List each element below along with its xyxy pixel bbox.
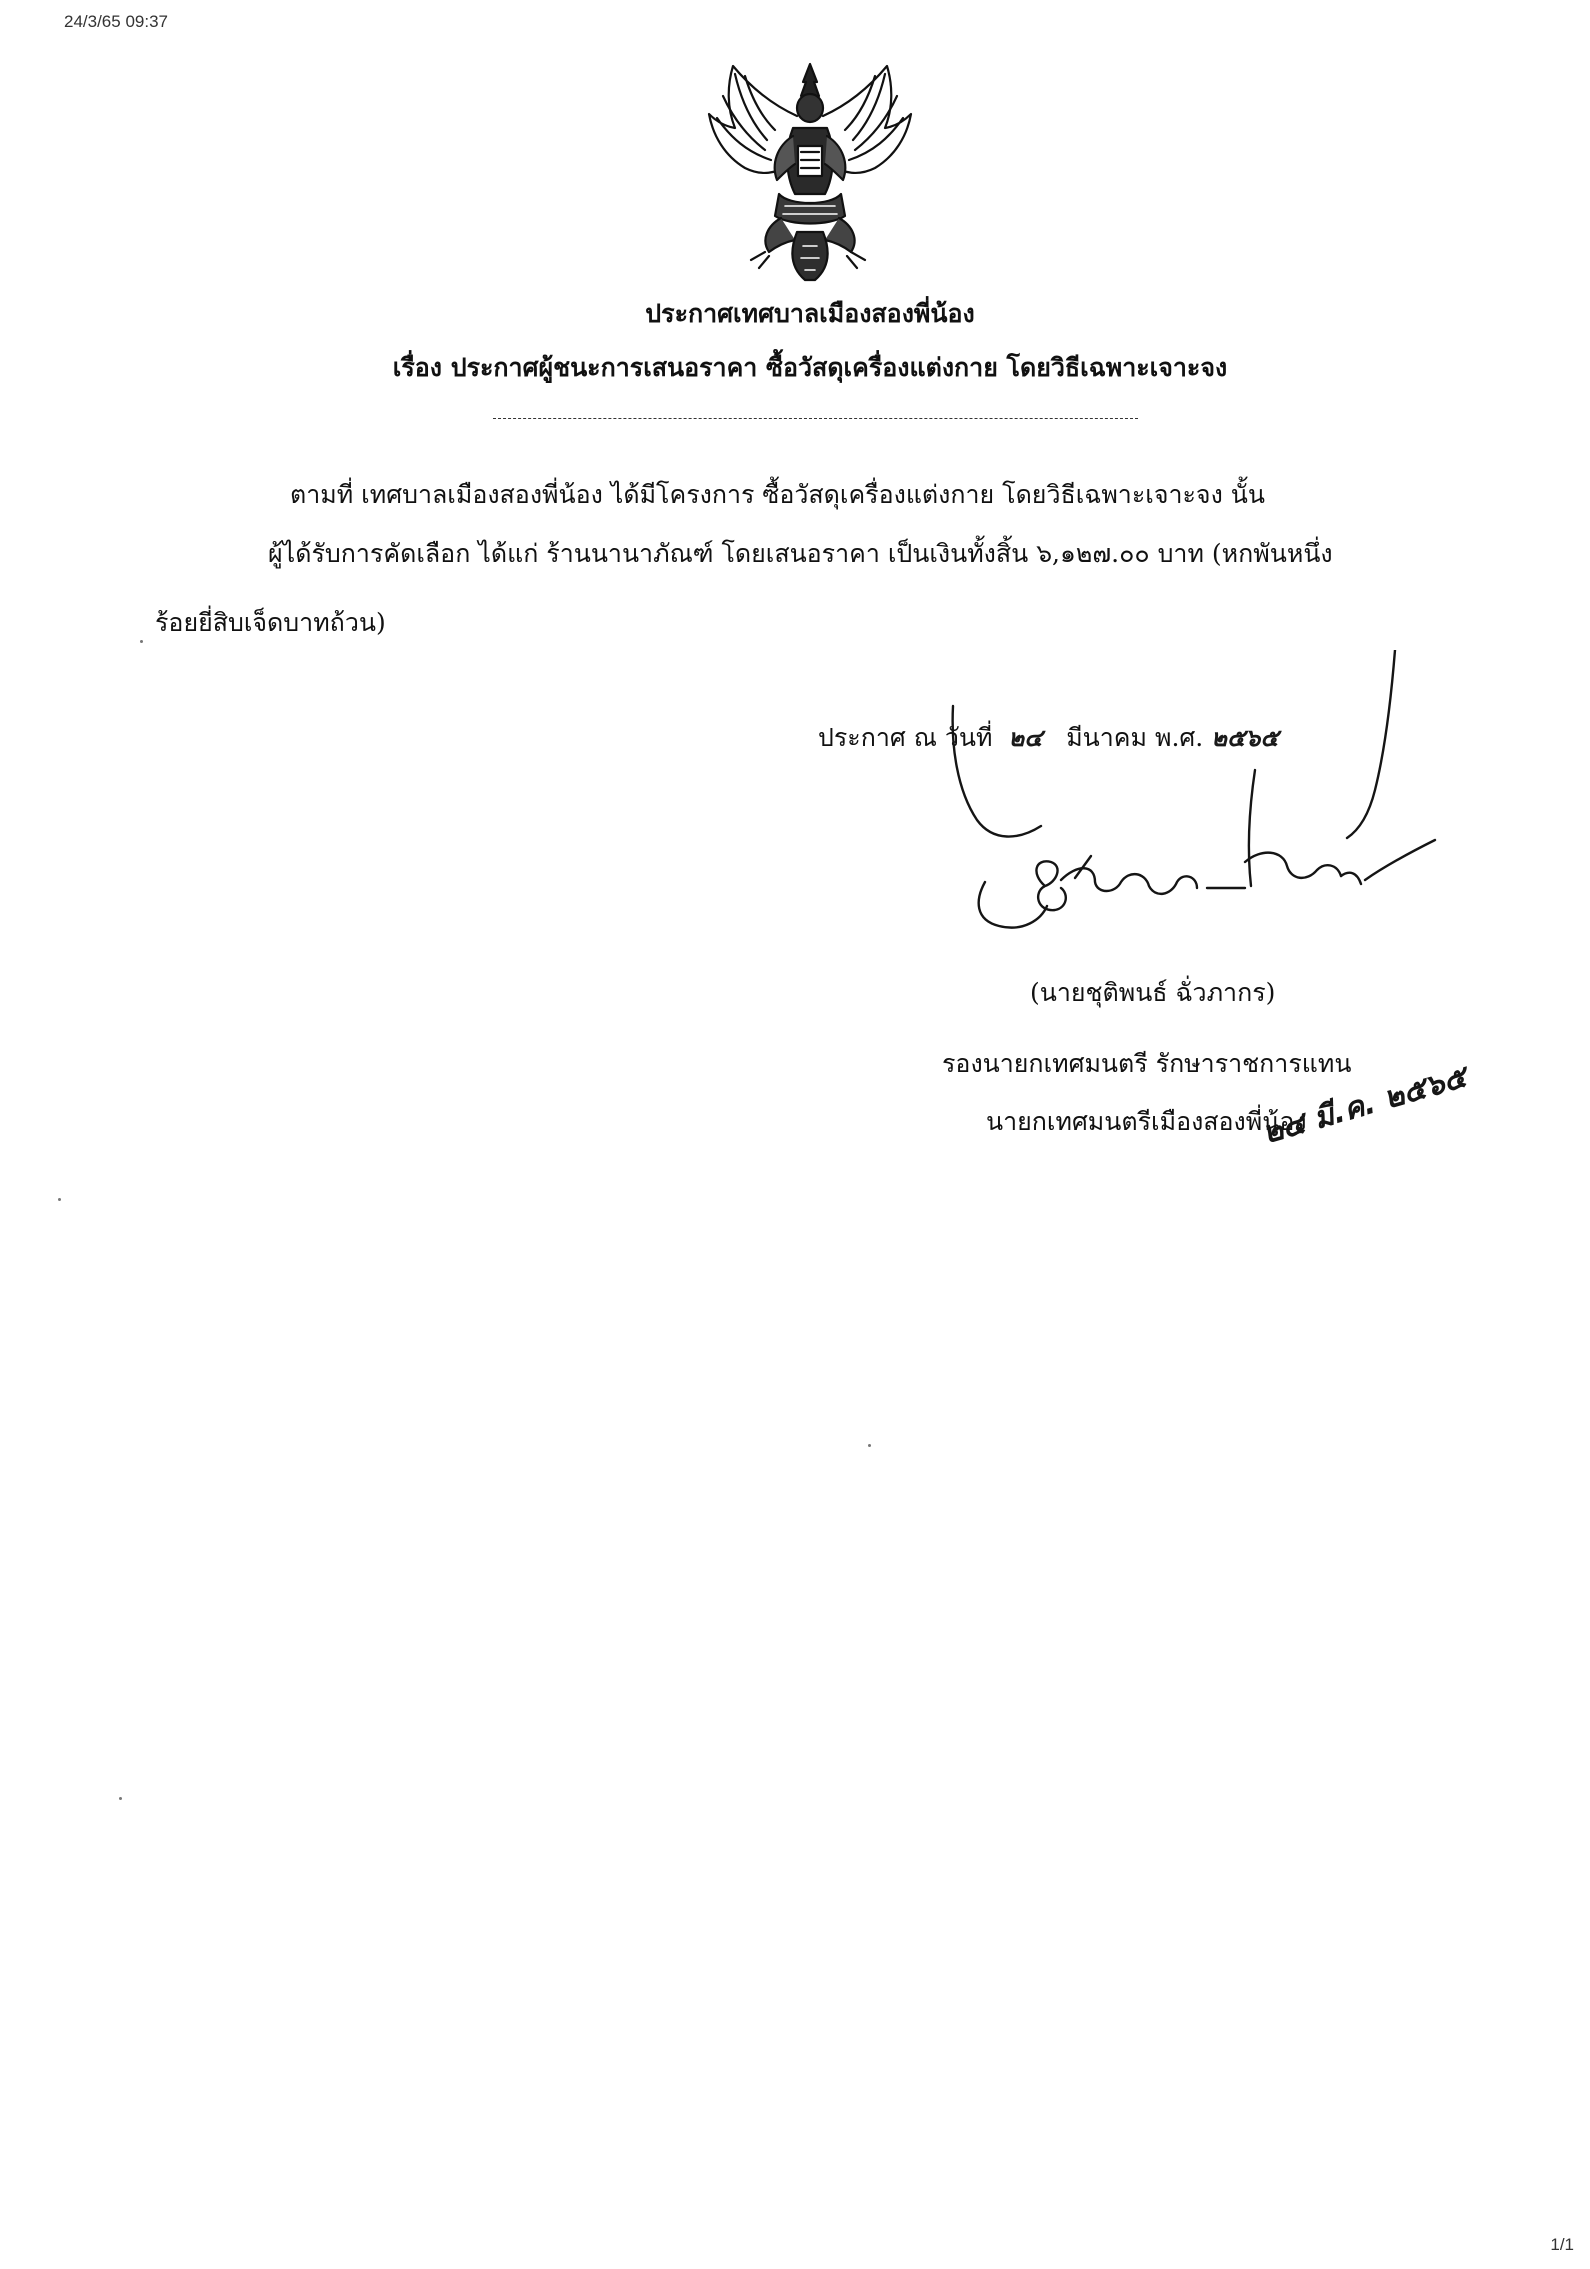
handwritten-signature	[945, 650, 1455, 950]
divider-line	[493, 418, 1138, 419]
scan-speck	[119, 1797, 122, 1800]
announcement-month: มีนาคม พ.ศ.	[1066, 723, 1204, 752]
announcement-day: ๒๔	[1008, 725, 1043, 752]
signatory-position-line-1: รองนายกเทศมนตรี รักษาราชการแทน	[942, 1049, 1352, 1078]
signatory-position-line-2: นายกเทศมนตรีเมืองสองพี่น้อง	[986, 1107, 1307, 1136]
announcement-prefix: ประกาศ ณ วันที่	[818, 723, 993, 752]
scan-speck	[58, 1198, 61, 1201]
signatory-name: (นายชุติพนธ์ ฉั่วภากร)	[1030, 978, 1276, 1007]
body-line-1: ตามที่ เทศบาลเมืองสองพี่น้อง ได้มีโครงการ ซื้อวัสดุเครื่องแต่งกาย โดยวิธีเฉพาะเจาะจง นั้น	[290, 480, 1265, 509]
body-line-2: ผู้ได้รับการคัดเลือก ได้แก่ ร้านนานาภัณฑ์ โดยเสนอราคา เป็นเงินทั้งสิ้น ๖,๑๒๗.๐๐ บาท (หกพันหนึ่ง	[268, 539, 1333, 568]
scan-speck	[868, 1444, 871, 1447]
body-line-3: ร้อยยี่สิบเจ็ดบาทถ้วน)	[155, 608, 386, 637]
document-subject: เรื่อง ประกาศผู้ชนะการเสนอราคา ซื้อวัสดุเครื่องแต่งกาย โดยวิธีเฉพาะเจาะจง	[392, 353, 1228, 382]
handwritten-date-note: ๒๔ มี.ค. ๒๕๖๕	[1258, 1059, 1471, 1152]
document-title: ประกาศเทศบาลเมืองสองพี่น้อง	[645, 299, 975, 328]
print-timestamp: 24/3/65 09:37	[64, 12, 168, 31]
garuda-emblem-icon	[705, 56, 915, 286]
announcement-year: ๒๕๖๕	[1211, 725, 1279, 752]
page-number: 1/1	[1550, 2235, 1574, 2254]
scan-speck	[140, 640, 143, 643]
